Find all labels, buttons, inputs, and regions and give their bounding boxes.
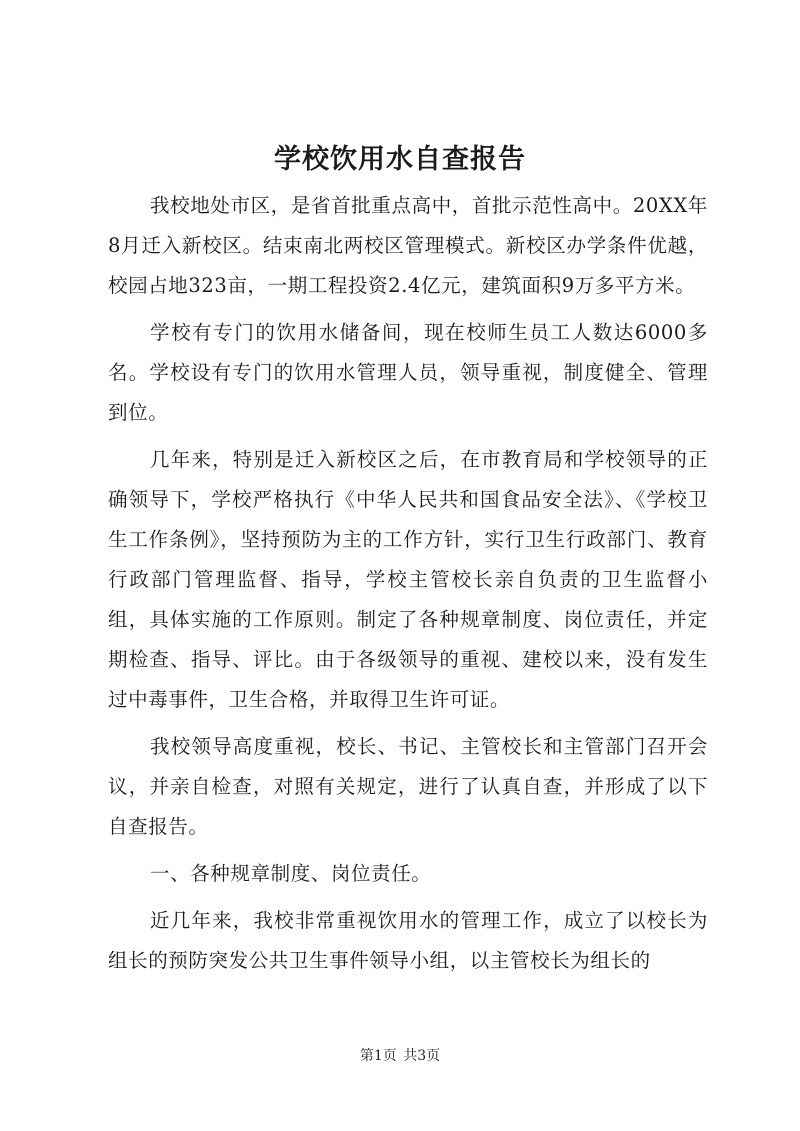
paragraph-leadership-group: 近几年来，我校非常重视饮用水的管理工作，成立了以校长为组长的预防突发公共卫生事件领导小组，以主管校长为组长的 [108, 909, 708, 972]
document-body [108, 186, 708, 988]
section-heading-rules: 一、各种规章制度、岗位责任。 [150, 862, 432, 885]
page-total: 共3页 [403, 1048, 441, 1064]
page-number: 第1页 [359, 1048, 397, 1064]
paragraph-water-storage: 学校有专门的饮用水储备间，现在校师生员工人数达6000多名。学校设有专门的饮用水管理人员，领导重视，制度健全、管理到位。 [108, 321, 708, 424]
paragraph-management-history: 几年来，特别是迁入新校区之后，在市教育局和学校领导的正确领导下，学校严格执行《中华人民共和国食品安全法》、《学校卫生工作条例》，坚持预防为主的工作方针，实行卫生行政部门、教育行政部门管理监督、指导，学校主管校长亲自负责的卫生监督小组，具体实施的工作原则。制定了各种规章制度、岗位责任，并定期检查、指导、评比。由于各级领导的重视、建校以来，没有发生过中毒事件，卫生合格，并取得卫生许可证。 [108, 448, 708, 711]
paragraph-school-overview: 我校地处市区，是省首批重点高中，首批示范性高中。20XX年8月迁入新校区。结束南北两校区管理模式。新校区办学条件优越，校园占地323亩，一期工程投资2.4亿元，建筑面积9万多平方米。 [108, 194, 708, 297]
page-footer [0, 1046, 800, 1066]
paragraph-self-inspection: 我校领导高度重视，校长、书记、主管校长和主管部门召开会议，并亲自检查，对照有关规定，进行了认真自查，并形成了以下自查报告。 [108, 735, 708, 838]
document-title: 学校饮用水自查报告 [274, 144, 526, 175]
